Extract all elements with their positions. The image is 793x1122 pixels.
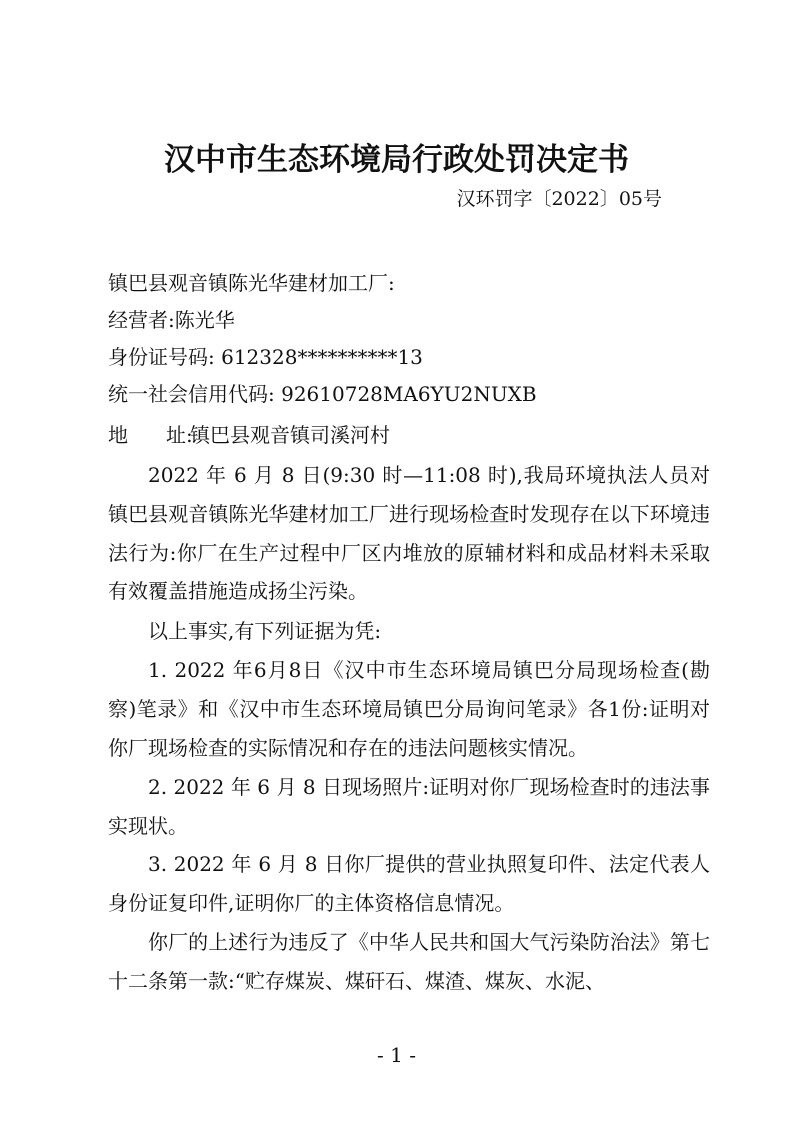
paragraph-violation: 你厂的上述行为违反了《中华人民共和国大气污染防治法》第七十二条第一款:“贮存煤炭、煤矸石、煤渣、煤灰、水泥、 <box>108 930 710 993</box>
recipient-name: 镇巴县观音镇陈光华建材加工厂: <box>108 271 395 295</box>
address-line <box>108 420 390 450</box>
operator-line: 经营者:陈光华 <box>108 308 235 332</box>
paragraph-inspection: 2022 年 6 月 8 日(9:30 时—11:08 时),我局环境执法人员对镇巴县观音镇陈光华建材加工厂进行现场检查时发现存在以下环境违法行为:你厂在生产过程中厂区内堆放的原辅材料和成品材料未采取有效覆盖措施造成扬尘污染。 <box>108 463 710 604</box>
paragraph-evidence-intro: 以上事实,有下列证据为凭: <box>148 619 382 643</box>
page-number: - 1 - <box>377 1043 416 1067</box>
address-label-char2: 址: <box>166 423 193 447</box>
document-number: 汉环罚字〔2022〕05号 <box>456 188 662 210</box>
address-value: 镇巴县观音镇司溪河村 <box>190 423 390 447</box>
credit-code-line: 统一社会信用代码: 92610728MA6YU2NUXB <box>108 382 537 406</box>
paragraph-evidence-1: 1. 2022 年6月8日《汉中市生态环境局镇巴分局现场检查(勘察)笔录》和《汉中市生态环境局镇巴分局询问笔录》各1份:证明对你厂现场检查的实际情况和存在的违法问题核实情况。 <box>108 658 710 760</box>
paragraph-evidence-3: 3. 2022 年 6 月 8 日你厂提供的营业执照复印件、法定代表人身份证复印件,证明你厂的主体资格信息情况。 <box>108 852 710 915</box>
id-number-line: 身份证号码: 612328**********13 <box>108 345 423 369</box>
paragraph-evidence-2: 2. 2022 年 6 月 8 日现场照片:证明对你厂现场检查时的违法事实现状。 <box>108 775 710 838</box>
address-label <box>108 420 193 450</box>
address-label-char1: 地 <box>108 423 128 447</box>
document-title: 汉中市生态环境局行政处罚决定书 <box>164 142 629 178</box>
